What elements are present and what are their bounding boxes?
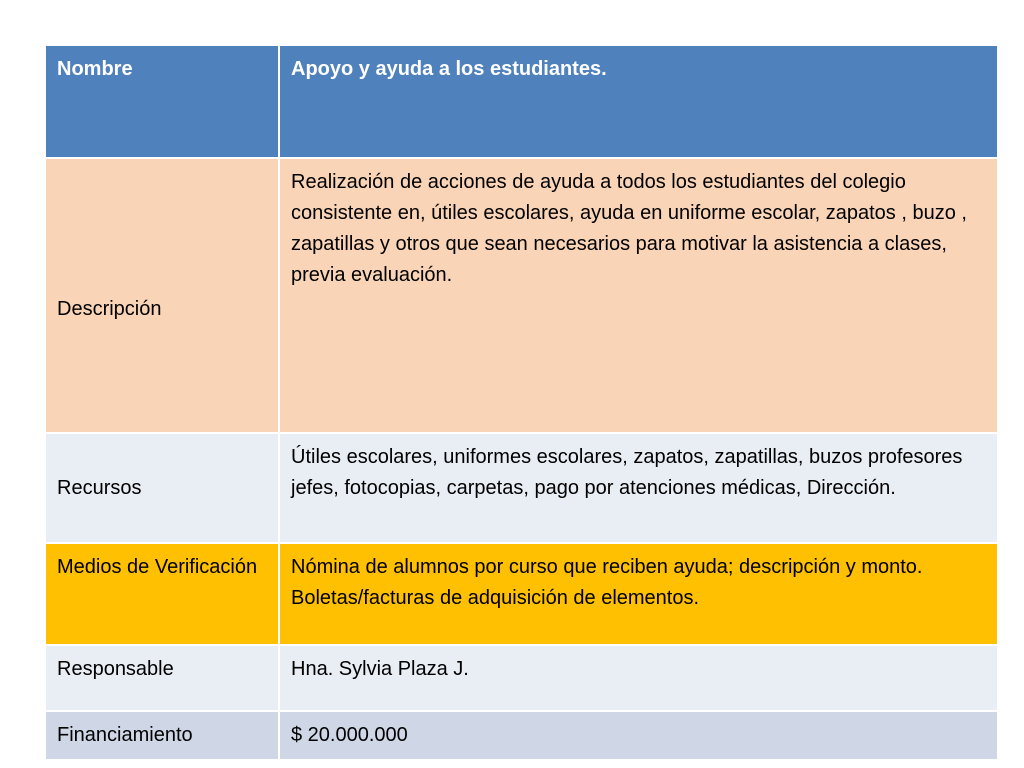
medios-value-line-2: Boletas/facturas de adquisición de elementos. <box>291 587 700 609</box>
descripcion-value: Realización de acciones de ayuda a todos los estudiantes del colegio consistente en, útiles escolares, ayuda en uniforme escolar, zapatos , buzo , zapatillas y otros que sean necesarios para motivar la asistencia a clases, previa evaluación. <box>279 158 998 433</box>
table-row-financiamiento <box>45 711 998 760</box>
table-row-medios <box>45 543 998 645</box>
nombre-label: Nombre <box>45 45 279 158</box>
table-row-descripcion <box>45 158 998 433</box>
descripcion-label: Descripción <box>45 158 279 433</box>
responsable-label: Responsable <box>45 645 279 711</box>
recursos-label: Recursos <box>45 433 279 543</box>
project-table <box>44 44 999 761</box>
financiamiento-value: $ 20.000.000 <box>279 711 998 760</box>
nombre-value: Apoyo y ayuda a los estudiantes. <box>279 45 998 158</box>
table-row-responsable <box>45 645 998 711</box>
financiamiento-label: Financiamiento <box>45 711 279 760</box>
table-row-recursos <box>45 433 998 543</box>
medios-label: Medios de Verificación <box>45 543 279 645</box>
medios-value <box>279 543 998 645</box>
recursos-value: Útiles escolares, uniformes escolares, zapatos, zapatillas, buzos profesores jefes, fotocopias, carpetas, pago por atenciones médicas, Dirección. <box>279 433 998 543</box>
medios-value-line-1: Nómina de alumnos por curso que reciben ayuda; descripción y monto. <box>291 556 923 578</box>
table-row-nombre <box>45 45 998 158</box>
responsable-value: Hna. Sylvia Plaza J. <box>279 645 998 711</box>
